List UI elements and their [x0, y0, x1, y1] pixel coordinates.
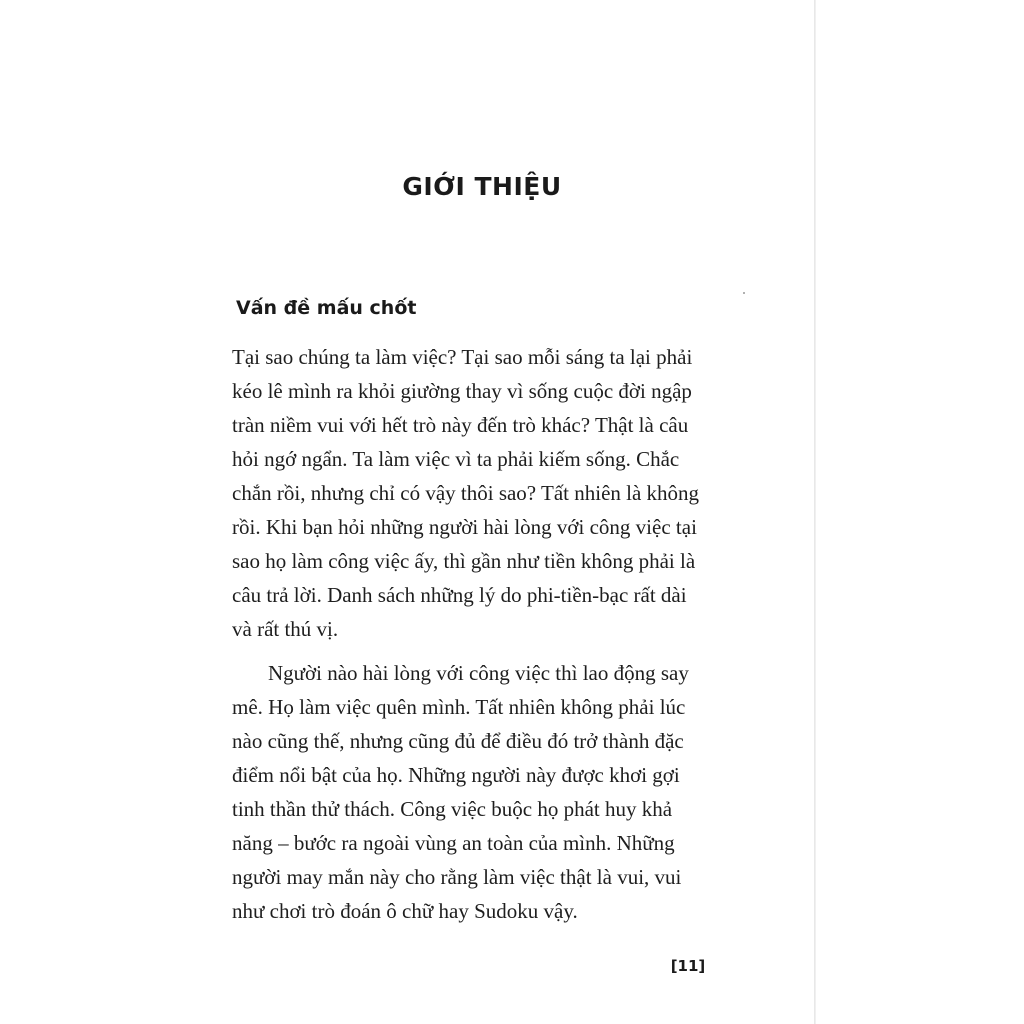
text-line: tràn niềm vui với hết trò này đến trò khác? Thật là câu [232, 413, 689, 437]
chapter-title: GIỚI THIỆU [402, 172, 562, 201]
text-line: chắn rồi, nhưng chỉ có vậy thôi sao? Tất nhiên là không [232, 481, 700, 505]
text-line: sao họ làm công việc ấy, thì gần như tiền không phải là [232, 549, 696, 573]
page-edge-shadow [814, 0, 816, 1024]
text-line: Người nào hài lòng với công việc thì lao động say [268, 661, 689, 685]
page-number: [11] [670, 957, 706, 975]
text-line: như chơi trò đoán ô chữ hay Sudoku vậy. [232, 899, 578, 923]
paragraph-2 [232, 656, 728, 928]
text-line: rồi. Khi bạn hỏi những người hài lòng với công việc tại [232, 515, 697, 539]
paragraph-1 [232, 340, 728, 646]
text-line: điểm nổi bật của họ. Những người này được khơi gợi [232, 763, 680, 787]
text-line: hỏi ngớ ngẩn. Ta làm việc vì ta phải kiếm sống. Chắc [232, 447, 680, 471]
scan-speck [743, 292, 745, 294]
text-line: tinh thần thử thách. Công việc buộc họ phát huy khả [232, 797, 673, 821]
text-line: người may mắn này cho rằng làm việc thật là vui, vui [232, 865, 682, 889]
text-line: và rất thú vị. [232, 617, 339, 641]
text-line: năng – bước ra ngoài vùng an toàn của mình. Những [232, 831, 675, 855]
text-line: mê. Họ làm việc quên mình. Tất nhiên không phải lúc [232, 695, 686, 719]
section-heading: Vấn đề mấu chốt [236, 297, 417, 319]
text-line: câu trả lời. Danh sách những lý do phi-tiền-bạc rất dài [232, 583, 687, 607]
text-line: nào cũng thế, nhưng cũng đủ để điều đó trở thành đặc [232, 729, 684, 753]
text-line: Tại sao chúng ta làm việc? Tại sao mỗi sáng ta lại phải [232, 345, 693, 369]
text-line: kéo lê mình ra khỏi giường thay vì sống cuộc đời ngập [232, 379, 692, 403]
